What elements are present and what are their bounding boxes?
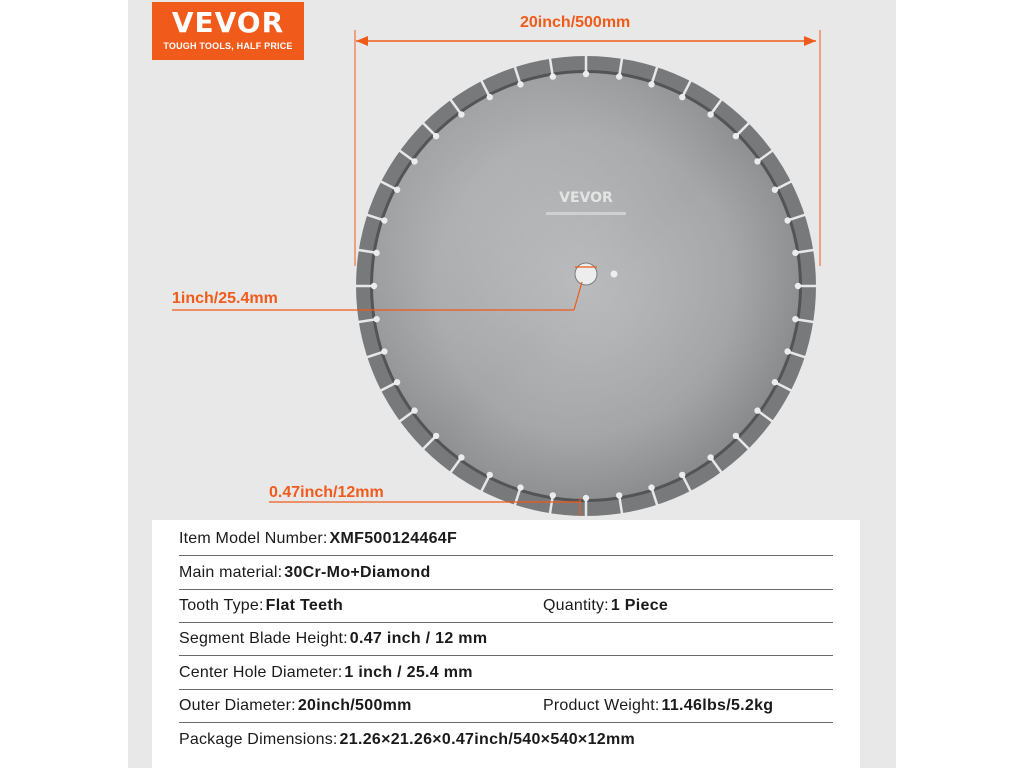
gullet-hole: [381, 348, 387, 354]
spec-value: 20inch/500mm: [297, 696, 412, 714]
spec-label: Product Weight:: [543, 696, 660, 714]
spec-row-segment: [179, 622, 833, 656]
gullet-hole: [733, 133, 739, 139]
logo-tagline: TOUGH TOOLS, HALF PRICE: [163, 41, 293, 51]
spec-weight: [543, 689, 773, 722]
gullet-hole: [754, 407, 760, 413]
spec-label: Main material:: [179, 563, 283, 581]
spec-label: Quantity:: [543, 596, 609, 614]
gullet-hole: [411, 158, 417, 164]
spec-row-material: [179, 556, 833, 590]
spec-label: Center Hole Diameter:: [179, 663, 343, 681]
spec-label: Tooth Type:: [179, 596, 264, 614]
gullet-hole: [648, 81, 654, 87]
spec-value: 0.47 inch / 12 mm: [349, 629, 488, 647]
segment-height-label: 0.47inch/12mm: [269, 484, 384, 501]
gullet-hole: [616, 492, 622, 498]
gullet-hole: [371, 283, 377, 289]
gullet-hole: [784, 217, 790, 223]
gullet-hole: [707, 111, 713, 117]
spec-label: Item Model Number:: [179, 529, 328, 547]
spec-label: Outer Diameter:: [179, 696, 296, 714]
spec-row-hole: [179, 656, 833, 690]
gullet-hole: [583, 495, 589, 501]
gullet-hole: [583, 71, 589, 77]
gullet-hole: [517, 81, 523, 87]
gullet-hole: [550, 492, 556, 498]
spec-value: XMF500124464F: [329, 529, 458, 547]
gullet-hole: [381, 217, 387, 223]
gullet-hole: [373, 316, 379, 322]
gullet-hole: [616, 73, 622, 79]
gullet-hole: [373, 250, 379, 256]
gullet-hole: [394, 187, 400, 193]
pin-hole: [611, 271, 618, 278]
center-hole-label: 1inch/25.4mm: [172, 290, 278, 307]
gullet-hole: [795, 283, 801, 289]
gullet-hole: [487, 94, 493, 100]
gullet-hole: [394, 379, 400, 385]
gullet-hole: [487, 472, 493, 478]
arrow-right-icon: [804, 36, 816, 46]
spec-row-outer: [179, 689, 833, 723]
spec-label: Package Dimensions:: [179, 730, 338, 748]
blade-fine-print: [546, 212, 626, 215]
spec-value: 11.46lbs/5.2kg: [661, 696, 774, 714]
spec-row-package: [179, 723, 833, 756]
spec-value: 21.26×21.26×0.47inch/540×540×12mm: [339, 730, 636, 748]
logo-brand-text: VEVOR: [171, 6, 285, 39]
spec-row-model: [179, 522, 833, 556]
spec-value: 1 inch / 25.4 mm: [344, 663, 473, 681]
blade-illustration: [128, 0, 896, 520]
gullet-hole: [458, 454, 464, 460]
arrow-left-icon: [356, 36, 368, 46]
spec-value: Flat Teeth: [265, 596, 344, 614]
gullet-hole: [772, 379, 778, 385]
gullet-hole: [458, 111, 464, 117]
center-hole: [575, 263, 597, 285]
gullet-hole: [679, 472, 685, 478]
gullet-hole: [517, 484, 523, 490]
blade-engraving: VEVOR: [559, 190, 613, 206]
gullet-hole: [733, 433, 739, 439]
gullet-hole: [679, 94, 685, 100]
spec-quantity: [543, 589, 668, 622]
gullet-hole: [411, 407, 417, 413]
gullet-hole: [433, 133, 439, 139]
gullet-hole: [433, 433, 439, 439]
spec-label: Segment Blade Height:: [179, 629, 348, 647]
gullet-hole: [792, 250, 798, 256]
spec-value: 1 Piece: [610, 596, 669, 614]
gullet-hole: [550, 73, 556, 79]
outer-diameter-label: 20inch/500mm: [520, 14, 631, 31]
gullet-hole: [707, 454, 713, 460]
gullet-hole: [784, 348, 790, 354]
spec-table: [152, 520, 860, 768]
gullet-hole: [772, 187, 778, 193]
gullet-hole: [754, 158, 760, 164]
spec-value: 30Cr-Mo+Diamond: [284, 563, 431, 581]
gullet-hole: [792, 316, 798, 322]
gullet-hole: [648, 484, 654, 490]
product-image-panel: [128, 0, 896, 768]
spec-row-tooth: [179, 589, 833, 623]
